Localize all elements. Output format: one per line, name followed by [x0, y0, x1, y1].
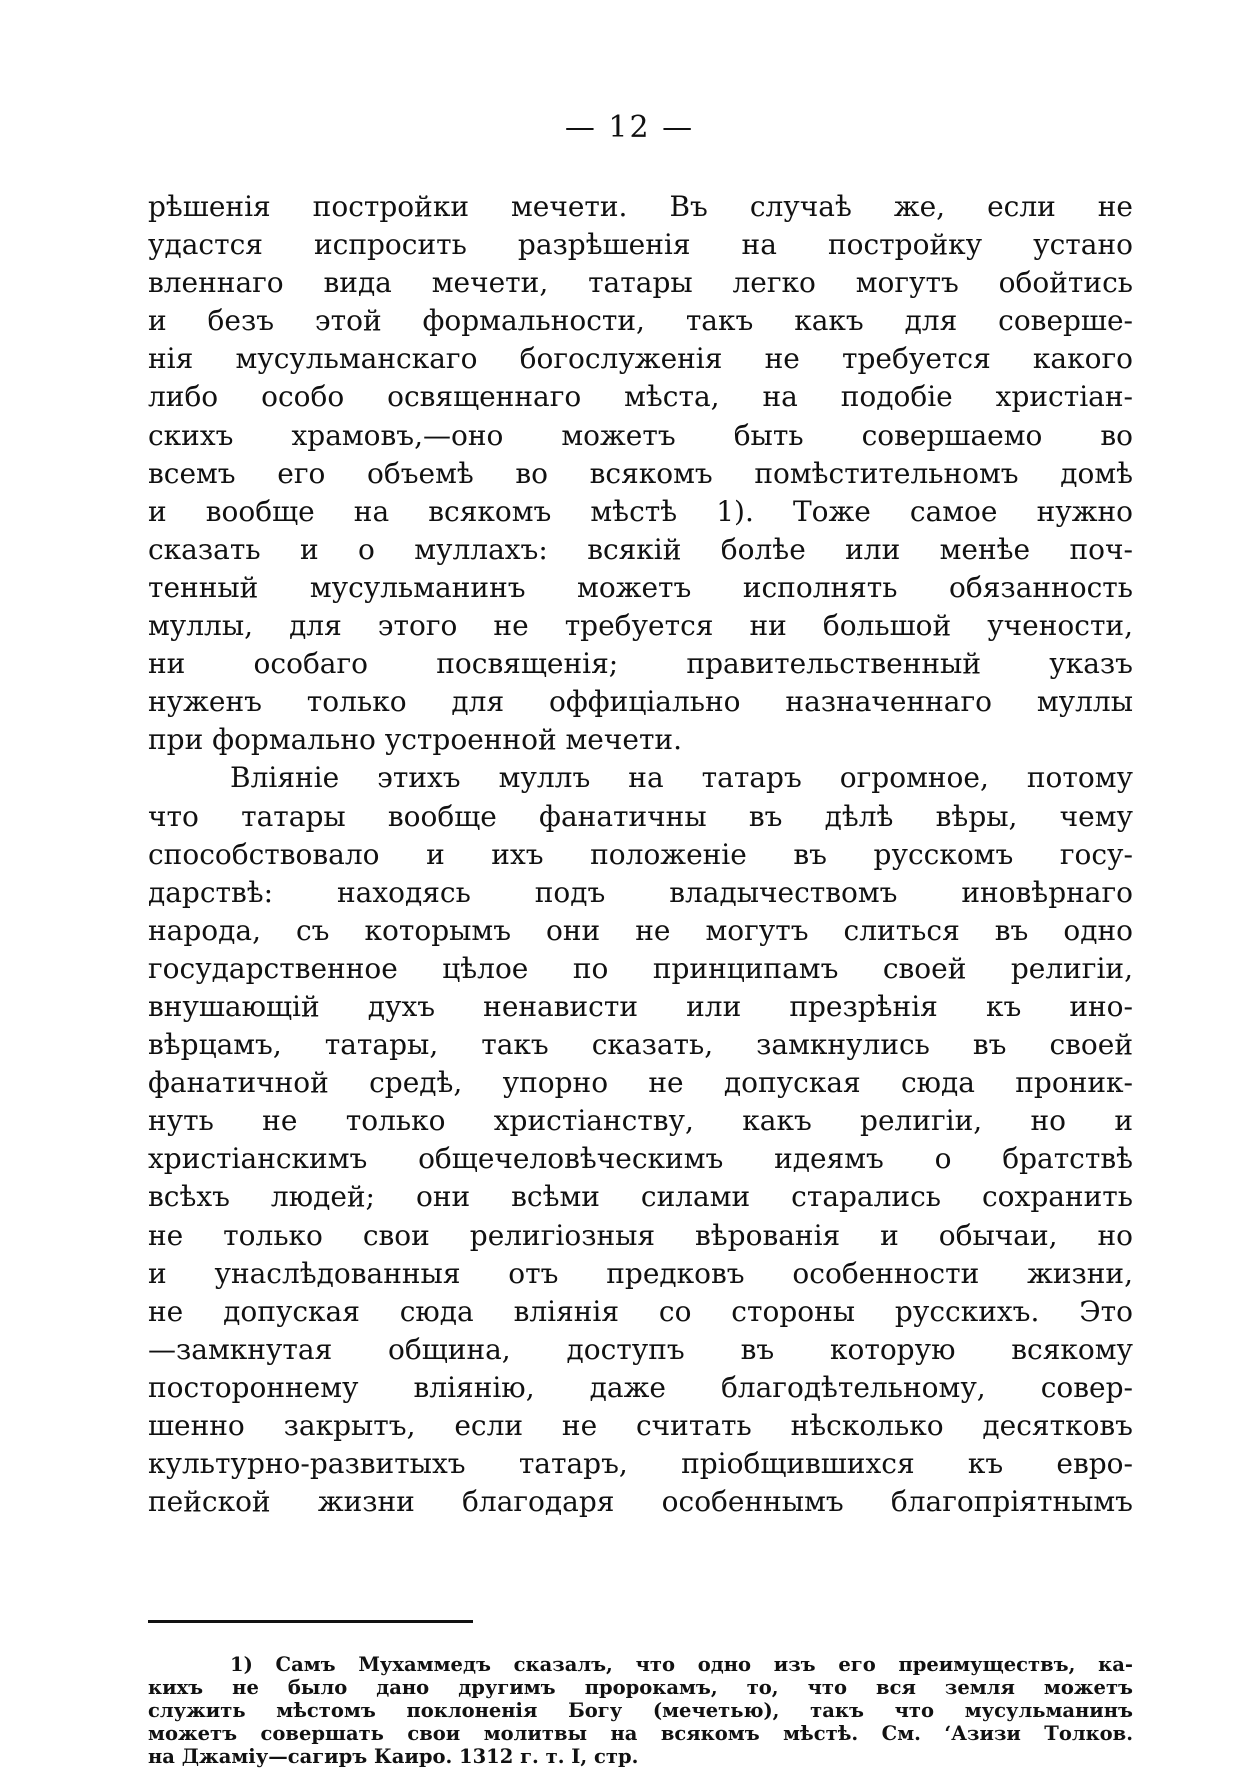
footnote-divider — [148, 1620, 473, 1623]
footnote-line: кихъ не было дано другимъ пророкамъ, то, что вся земля можетъ — [148, 1676, 1133, 1699]
text-line: пейской жизни благодаря особеннымъ благопріятнымъ — [148, 1485, 1133, 1519]
text-line: культурно-развитыхъ татаръ, пріобщившихся къ евро- — [148, 1447, 1133, 1481]
text-line: нуженъ только для оффиціально назначеннаго муллы — [148, 685, 1133, 719]
text-line: вѣрцамъ, татары, такъ сказать, замкнулись въ своей — [148, 1028, 1133, 1062]
text-line: дарствѣ: находясь подъ владычествомъ иновѣрнаго — [148, 875, 1133, 909]
text-line: не допуская сюда вліянія со стороны русскихъ. Это — [148, 1294, 1133, 1328]
footnote — [148, 1653, 1133, 1768]
text-line: удастся испросить разрѣшенія на постройку устано — [148, 228, 1133, 262]
text-line: что татары вообще фанатичны въ дѣлѣ вѣры, чему — [148, 799, 1133, 833]
text-line: и вообще на всякомъ мѣстѣ 1). Тоже самое нужно — [148, 494, 1133, 528]
text-line: не только свои религіозныя вѣрованія и обычаи, но — [148, 1218, 1133, 1252]
text-line: всемъ его объемѣ во всякомъ помѣстительномъ домѣ — [148, 456, 1133, 490]
text-line: либо особо освященнаго мѣста, на подобіе христіан- — [148, 380, 1133, 414]
text-line: шенно закрытъ, если не считать нѣсколько десятковъ — [148, 1409, 1133, 1442]
paragraph-end-line: при формально устроенной мечети. — [148, 723, 682, 757]
text-line: ни особаго посвященія; правительственный указъ — [148, 647, 1133, 681]
footnote-line: на Джаміу—сагиръ Каиро. 1312 г. т. I, стр. — [148, 1745, 639, 1768]
page-number: — 12 — — [564, 110, 695, 145]
text-line: сказать и о муллахъ: всякій болѣе или менѣе поч- — [148, 532, 1133, 566]
text-line: тенный мусульманинъ можетъ исполнять обязанность — [148, 570, 1133, 604]
text-line: фанатичной средѣ, упорно не допуская сюда проник- — [148, 1066, 1133, 1100]
text-line: рѣшенія постройки мечети. Въ случаѣ же, если не — [148, 190, 1133, 223]
text-line: внушающій духъ ненависти или презрѣнія къ ино- — [148, 989, 1133, 1023]
body-text — [148, 188, 1133, 1521]
footnote-line: служить мѣстомъ поклоненія Богу (мечетью), такъ что мусульманинъ — [148, 1699, 1133, 1722]
footnote-line: можетъ совершать свои молитвы на всякомъ мѣстѣ. См. ‘Азизи Толков. — [148, 1722, 1133, 1745]
text-line: и унаслѣдованныя отъ предковъ особенности жизни, — [148, 1256, 1133, 1290]
text-line: государственное цѣлое по принципамъ своей религіи, — [148, 951, 1133, 985]
footnote-line: 1) Самъ Мухаммедъ сказалъ, что одно изъ его преимуществъ, ка- — [230, 1653, 1133, 1676]
paragraph-start-line: Вліяніе этихъ муллъ на татаръ огромное, потому — [230, 761, 1133, 795]
text-line: скихъ храмовъ,—оно можетъ быть совершаемо во — [148, 418, 1133, 452]
text-line: всѣхъ людей; они всѣми силами старались сохранить — [148, 1180, 1133, 1214]
text-line: нуть не только христіанству, какъ религіи, но и — [148, 1104, 1133, 1138]
text-line: способствовало и ихъ положеніе въ русскомъ госу- — [148, 837, 1133, 871]
text-line: народа, съ которымъ они не могутъ слиться въ одно — [148, 913, 1133, 947]
text-line: христіанскимъ общечеловѣческимъ идеямъ о братствѣ — [148, 1142, 1133, 1176]
text-line: и безъ этой формальности, такъ какъ для соверше- — [148, 304, 1133, 338]
text-line: муллы, для этого не требуется ни большой учености, — [148, 609, 1133, 643]
text-line: —замкнутая община, доступъ въ которую всякому — [148, 1332, 1133, 1366]
text-line: нія мусульманскаго богослуженія не требуется какого — [148, 342, 1133, 376]
text-line: вленнаго вида мечети, татары легко могутъ обойтись — [148, 266, 1133, 300]
text-line: постороннему вліянію, даже благодѣтельному, совер- — [148, 1370, 1133, 1404]
